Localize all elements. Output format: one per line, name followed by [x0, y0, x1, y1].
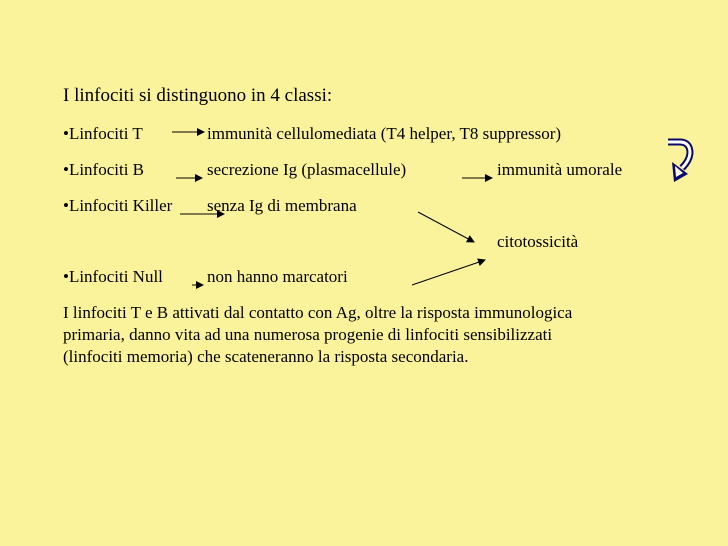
arrow-null-citotossicita-icon [412, 260, 485, 285]
curved-return-arrow-icon [668, 142, 690, 182]
linfociti-null-label: •Linfociti Null [63, 267, 163, 286]
linfociti-t-label: •Linfociti T [63, 124, 143, 143]
linfociti-killer-description: senza Ig di membrana [207, 196, 357, 215]
linfociti-killer-label: •Linfociti Killer [63, 196, 173, 215]
immunita-umorale-text: immunità umorale [497, 160, 623, 179]
linfociti-t-description: immunità cellulomediata (T4 helper, T8 suppressor) [207, 124, 562, 143]
arrow-killer-citotossicita-icon [418, 212, 474, 242]
linfociti-null-description: non hanno marcatori [207, 267, 348, 286]
citotossicita-text: citotossicità [497, 232, 579, 251]
linfociti-b-label: •Linfociti B [63, 160, 145, 179]
paragraph-line: (linfociti memoria) che scateneranno la risposta secondaria. [63, 347, 469, 366]
slide-title: I linfociti si distinguono in 4 classi: [63, 85, 333, 106]
linfociti-b-description: secrezione Ig (plasmacellule) [207, 160, 407, 179]
paragraph-line: I linfociti T e B attivati dal contatto con Ag, oltre la risposta immunologica [63, 303, 573, 322]
paragraph-line: primaria, danno vita ad una numerosa progenie di linfociti sensibilizzati [63, 325, 553, 344]
